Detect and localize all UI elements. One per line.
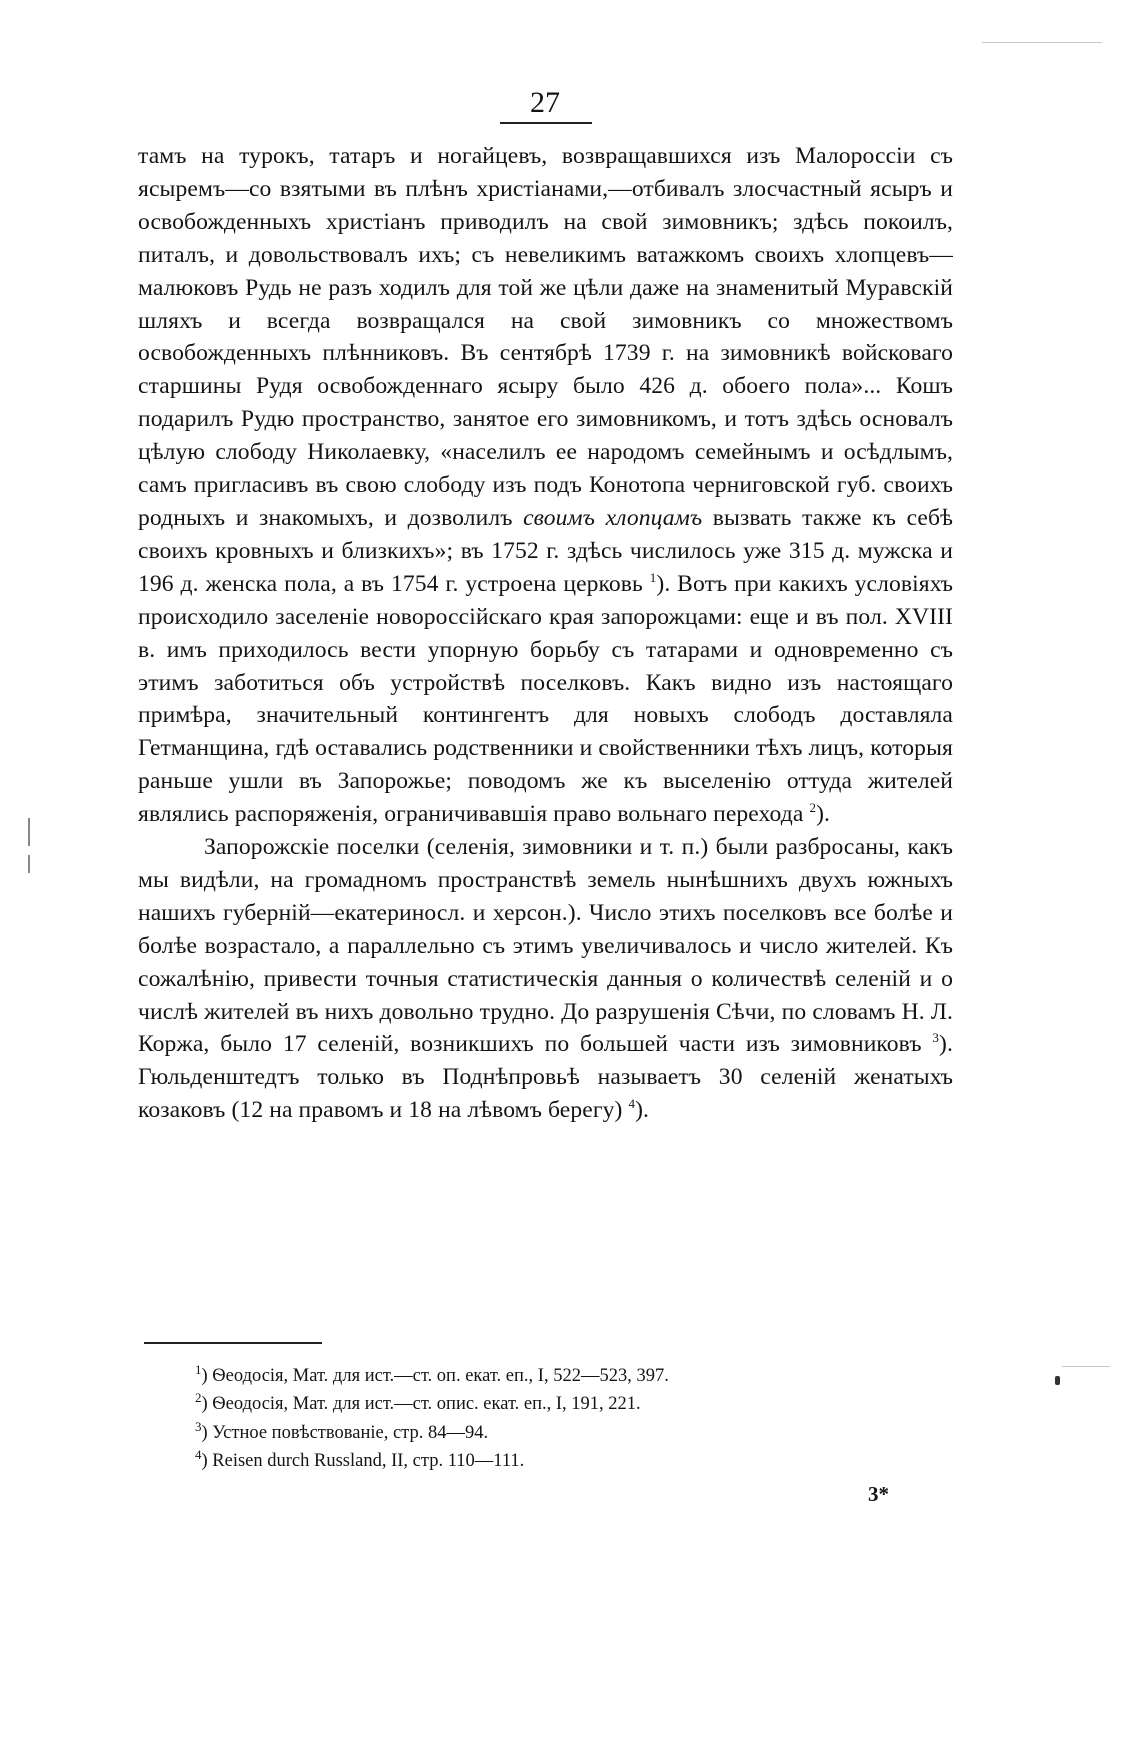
- paragraph-2: [138, 831, 953, 1127]
- paragraph-1-text-a: тамъ на турокъ, татаръ и ногайцевъ, возвращавшихся изъ Малороссіи съ ясыремъ—со взятыми въ плѣнъ христіанами,—отбивалъ злосчастный ясыръ и освобожденныхъ христіанъ приводилъ на свой зимовникъ; здѣсь покоилъ, питалъ, и довольствовалъ ихъ; съ невеликимъ ватажкомъ своихъ хлопцевъ—малюковъ Рудь не разъ ходилъ для той же цѣли даже на знаменитый Муравскій шляхъ и всегда возвращался на свой зимовникъ со множествомъ освобожденныхъ плѣнниковъ. Въ сентябрѣ 1739 г. на зимовникѣ войсковаго старшины Рудя освобожденнаго ясыру было 426 д. обоего пола»... Кошъ подарилъ Рудю пространство, занятое его зимовникомъ, и тотъ здѣсь основалъ цѣлую слободу Николаевку, «населилъ ее народомъ семейнымъ и осѣдлымъ, самъ пригласивъ въ свою слободу изъ подъ Конотопа черниговской губ. своихъ родныхъ и знакомыхъ, и дозволилъ: [138, 143, 953, 531]
- footnote-mark: 2: [195, 1390, 202, 1406]
- margin-ink-dot: [1055, 1376, 1060, 1385]
- footnote-ref-2[interactable]: 2: [809, 800, 817, 816]
- footnote-mark: 3: [195, 1418, 202, 1434]
- footnote-item: [195, 1419, 895, 1447]
- paragraph-2-text-b: ). Гюльденштедтъ только въ Поднѣпровьѣ называетъ 30 селеній женатыхъ козаковъ (12 на правомъ и 18 на лѣвомъ берегу): [138, 1031, 953, 1124]
- footnote-item: [195, 1390, 895, 1418]
- footnote-text: ) Устное повѣствованіе, стр. 84—94.: [201, 1422, 489, 1443]
- paragraph-1-italic-phrase: своимъ хлопцамъ: [523, 504, 703, 531]
- footnote-ref-1[interactable]: 1: [649, 569, 657, 585]
- scan-edge-mark: [28, 818, 30, 846]
- footnote-mark: 1: [195, 1361, 202, 1377]
- footnote-item: [195, 1447, 895, 1475]
- signature-mark: 3*: [868, 1482, 889, 1506]
- margin-dash: [1062, 1366, 1110, 1367]
- footnote-ref-3[interactable]: 3: [932, 1030, 940, 1046]
- footnote-mark: 4: [195, 1446, 202, 1462]
- body-text: [138, 140, 953, 1127]
- page-number-underline: [500, 122, 592, 124]
- scan-edge-mark: [28, 855, 30, 873]
- page-number: 27: [530, 86, 560, 119]
- paragraph-2-text-a: Запорожскіе поселки (селенія, зимовники и т. п.) были разбросаны, какъ мы видѣли, на громадномъ пространствѣ земель нынѣшнихъ двухъ южныхъ нашихъ губерній—екатериносл. и херсон.). Число этихъ поселковъ все болѣе и болѣе возрастало, а параллельно съ этимъ увеличивалось и число жителей. Къ сожалѣнію, привести точныя статистическія данныя о количествѣ селеній и о числѣ жителей въ нихъ довольно трудно. До разрушенія Сѣчи, по словамъ Н. Л. Коржа, было 17 селеній, возникшихъ по большей части изъ зимовниковъ: [138, 834, 953, 1058]
- footnote-divider: [144, 1342, 322, 1344]
- footnotes: [195, 1362, 895, 1475]
- footnote-item: [195, 1362, 895, 1390]
- footnote-text: ) Ѳеодосія, Мат. для ист.—ст. опис. екат. еп., I, 191, 221.: [201, 1394, 641, 1415]
- margin-rule: [982, 42, 1102, 43]
- footnote-ref-4[interactable]: 4: [628, 1096, 636, 1112]
- footnote-text: ) Ѳеодосія, Мат. для ист.—ст. оп. екат. еп., I, 522—523, 397.: [201, 1366, 669, 1386]
- paragraph-2-text-c: ).: [635, 1097, 650, 1124]
- paragraph-1-text-d: ).: [816, 801, 831, 828]
- paragraph-1-text-c: ). Вотъ при какихъ условіяхъ происходило заселеніе новороссійскаго края запорожцами: еще и въ пол. XVIII в. имъ приходилось вести упорную борьбу съ татарами и одновременно съ этимъ заботиться объ устройствѣ поселковъ. Какъ видно изъ настоящаго примѣра, значительный контингентъ для новыхъ слободъ доставляла Гетманщина, гдѣ оставались родственники и свойственники тѣхъ лицъ, которыя раньше ушли въ Запорожье; поводомъ же къ выселенію оттуда жителей являлись распоряженія, ограничивавшія право вольнаго перехода: [138, 570, 953, 828]
- paragraph-1: [138, 140, 953, 831]
- footnote-text: ) Reisen durch Russland, II, стр. 110—111.: [201, 1450, 525, 1471]
- paragraph-1-text-b: вызвать также къ себѣ своихъ кровныхъ и близкихъ»; въ 1752 г. здѣсь числилось уже 315 д. мужска и 196 д. женска пола, а въ 1754 г. устроена церковь: [138, 504, 954, 597]
